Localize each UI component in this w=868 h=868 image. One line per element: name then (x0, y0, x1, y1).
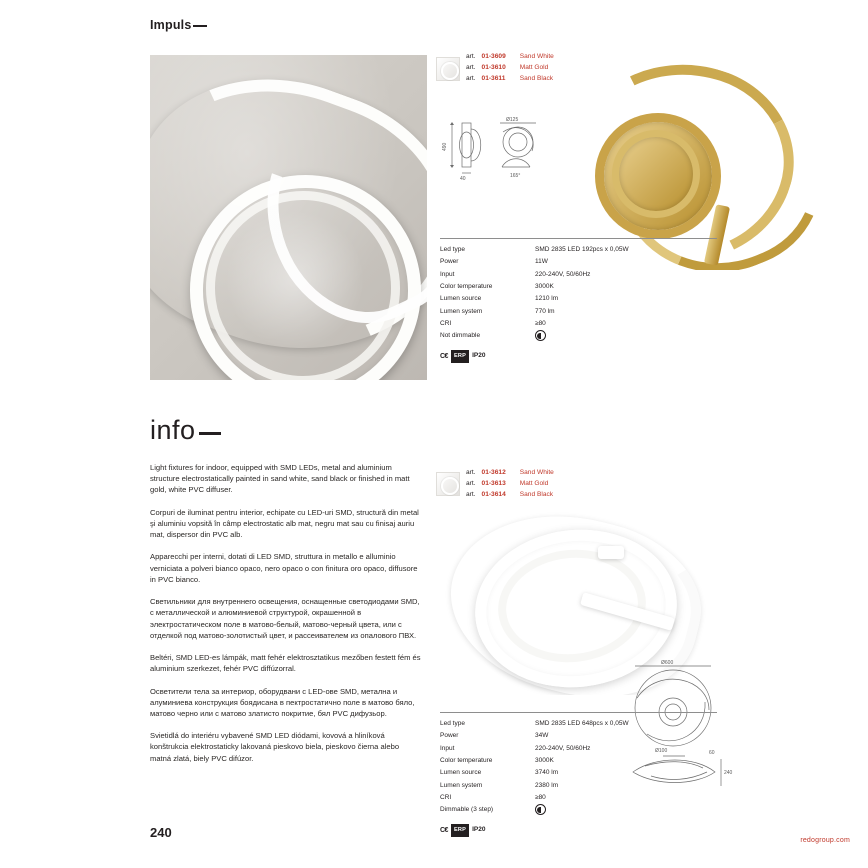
lamp-ring-outer (175, 160, 427, 380)
spec-row (440, 281, 717, 293)
art-finish: Matt Gold (519, 63, 549, 71)
spec-value: 11W (535, 258, 548, 266)
info-paragraph-sk: Svietidlá do interiéru vybavené SMD LED diódami, kovová a hliníková konštrukcia elektrostaticky lakovaná pieskovo biela, pieskovo čierna alebo matná zlatá, biely PVC difúzor. (150, 731, 400, 763)
lamp-ribbon-sweep (150, 55, 427, 380)
article-codes-product-2 (466, 468, 554, 501)
info-paragraph-ru: Светильники для внутреннего освещения, оснащенные светодиодами SMD, с металлической и алюминиевой структурой, окрашенной в электростатическом поле в матово-белый, матово-черный цвета, или с отделкой под матово-золотистый цвет, и рассеивателем из опалового ПВХ. (150, 597, 420, 640)
spec-row (440, 804, 717, 818)
spec-row (440, 256, 717, 268)
finish-swatch-product-1 (436, 57, 460, 81)
svg-text:60: 60 (709, 750, 715, 756)
spec-key: Lumen source (440, 295, 482, 303)
art-code: 01-3611 (481, 74, 506, 82)
art-finish: Sand Black (519, 490, 554, 498)
article-row (466, 490, 554, 501)
spec-key: Color temperature (440, 757, 493, 765)
spec-value: 3000K (535, 283, 554, 291)
info-paragraph-hu: Beltéri, SMD LED-es lámpák, matt fehér elektrosztatikus mezőben festett fém és aluminium szerkezet, fehér PVC diffúzorral. (150, 653, 421, 674)
spec-key: Lumen source (440, 769, 482, 777)
info-paragraph-it: Apparecchi per interni, dotati di LED SMD, struttura in metallo e alluminio verniciata a polveri bianco opaco, nero opaco o con finitura oro opaco, diffusore in PVC bianco. (150, 552, 418, 584)
spec-value: 220-240V, 50/60Hz (535, 744, 591, 752)
lamp-ribbon-tail (233, 87, 427, 352)
spec-divider (440, 712, 717, 713)
product-photo-white-wall-lamp (150, 55, 427, 380)
spec-value: ≥80 (535, 320, 546, 328)
spec-row (440, 244, 717, 256)
spec-row (440, 293, 717, 305)
spec-key: Led type (440, 246, 465, 253)
spec-key: CRI (440, 794, 452, 802)
brand-underline (193, 25, 207, 27)
article-row (466, 74, 554, 85)
spec-value: 1210 lm (535, 295, 559, 303)
spec-value: 3000K (535, 757, 554, 765)
ip-rating-label: IP20 (472, 352, 486, 360)
spec-table-product-1 (440, 238, 717, 363)
art-label: art. (466, 479, 476, 487)
spec-key: Not dimmable (440, 332, 481, 340)
svg-text:165°: 165° (510, 173, 521, 179)
art-label: art. (466, 490, 476, 498)
erp-mark-icon: ERP (451, 824, 469, 837)
dimmable-icon (535, 330, 717, 344)
spec-key: Color temperature (440, 283, 493, 291)
white-canopy (598, 546, 624, 559)
spec-row (440, 730, 717, 742)
art-label: art. (466, 63, 476, 71)
svg-text:490: 490 (442, 142, 448, 151)
certification-marks-product-2 (440, 824, 717, 837)
spec-row (440, 306, 717, 318)
info-heading (150, 415, 221, 446)
spec-value: 3740 lm (535, 769, 559, 777)
svg-text:Ø100: Ø100 (655, 748, 668, 754)
page-number: 240 (150, 825, 172, 840)
art-code: 01-3614 (481, 490, 506, 498)
info-text-block (150, 462, 422, 775)
art-code: 01-3613 (481, 479, 506, 487)
art-code: 01-3609 (481, 53, 506, 60)
spec-key: Lumen system (440, 781, 483, 789)
page-title (150, 18, 207, 32)
art-finish: Sand White (519, 53, 554, 60)
spec-row (440, 318, 717, 330)
spec-row (440, 743, 717, 755)
spec-row (440, 767, 717, 779)
spec-table-product-2 (440, 712, 717, 837)
article-row (466, 63, 554, 74)
info-heading-underline (199, 432, 221, 435)
certification-marks-product-1 (440, 350, 717, 363)
spec-value: 2380 lm (535, 781, 559, 789)
ce-mark-icon: C€ (440, 352, 448, 360)
spec-value: 34W (535, 732, 549, 740)
art-label: art. (466, 53, 476, 60)
spec-key: Power (440, 732, 459, 740)
info-paragraph-bg: Осветители тела за интериор, оборудвани с LED-ове SMD, метална и алуминиева конструкция боядисана в пектростатично поле в матово бяло, матово черно или с матово златисто покритие, бял PVC дифузьор. (150, 686, 415, 718)
dimmable-icon (535, 804, 717, 818)
spec-key: Power (440, 258, 459, 266)
spec-row (440, 269, 717, 281)
spec-value: SMD 2835 LED 648pcs x 0,05W (535, 720, 629, 727)
ip-rating-label: IP20 (472, 826, 486, 834)
spec-key: Dimmable (3 step) (440, 806, 494, 814)
spec-row (440, 792, 717, 804)
footer-website: redogroup.com (800, 837, 850, 844)
erp-mark-icon: ERP (451, 350, 469, 363)
info-paragraph-ro: Corpuri de iluminat pentru interior, echipate cu LED-uri SMD, structură din metal şi aluminiu vopsită în câmp electrostatic alb mat, negru mat sau cu finisaj auriu mat, dispersor din PVC alb. (150, 507, 419, 540)
ce-mark-icon: C€ (440, 826, 448, 834)
spec-value: 220-240V, 50/60Hz (535, 270, 591, 278)
svg-text:40: 40 (460, 176, 466, 182)
article-row (466, 468, 554, 479)
article-row (466, 479, 554, 490)
art-finish: Matt Gold (519, 479, 549, 487)
spec-row (440, 755, 717, 767)
brand-label: Impuls (150, 18, 192, 32)
spec-key: Lumen system (440, 307, 483, 315)
art-label: art. (466, 74, 476, 82)
spec-divider (440, 238, 717, 239)
spec-value: SMD 2835 LED 192pcs x 0,05W (535, 246, 629, 253)
art-label: art. (466, 469, 476, 476)
spec-row (440, 330, 717, 344)
art-finish: Sand White (519, 469, 554, 476)
svg-text:240: 240 (724, 770, 733, 776)
article-codes-product-1 (466, 52, 554, 85)
spec-value: 770 lm (535, 307, 555, 315)
spec-row (440, 780, 717, 792)
spec-key: Led type (440, 720, 465, 727)
art-code: 01-3610 (481, 63, 506, 71)
spec-key: CRI (440, 320, 452, 328)
gold-ring-inner (612, 130, 700, 218)
spec-key: Input (440, 744, 455, 752)
article-row (466, 52, 554, 63)
lamp-glow (220, 205, 370, 355)
spec-row (440, 718, 717, 730)
info-heading-text: info (150, 415, 196, 445)
technical-drawing-product-1 (440, 115, 550, 190)
svg-text:Ø600: Ø600 (661, 660, 674, 666)
lamp-ring-inner (193, 178, 412, 380)
spec-value: ≥80 (535, 794, 546, 802)
spec-key: Input (440, 270, 455, 278)
svg-text:Ø125: Ø125 (506, 117, 519, 123)
info-paragraph-en: Light fixtures for indoor, equipped with SMD LEDs, metal and aluminium structure electrostatically painted in sand white, sand black or finished in matt gold, white PVC diffuser. (150, 463, 410, 495)
art-code: 01-3612 (481, 469, 506, 476)
finish-swatch-product-2 (436, 472, 460, 496)
art-finish: Sand Black (519, 74, 554, 82)
